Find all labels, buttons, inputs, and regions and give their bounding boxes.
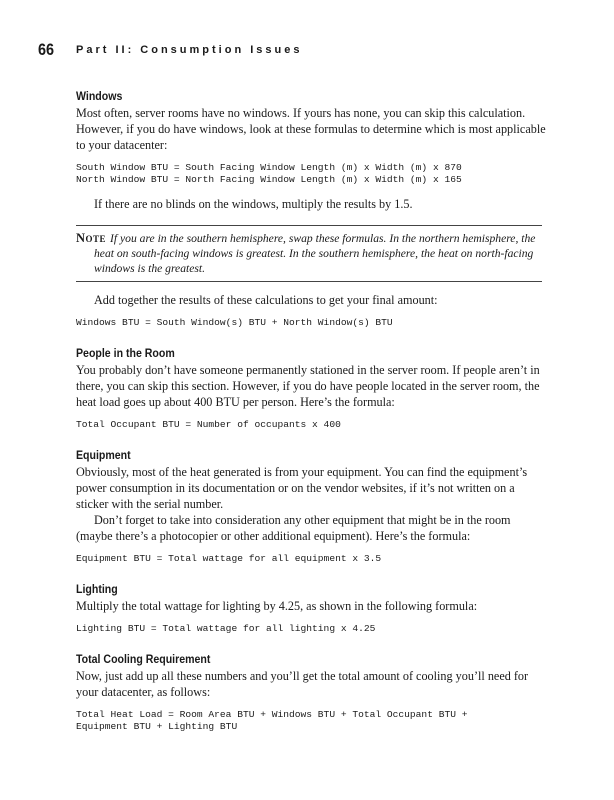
- lighting-paragraph: Multiply the total wattage for lighting by 4.25, as shown in the following formula:: [76, 599, 478, 613]
- section-windows: [76, 90, 546, 212]
- section-equipment: [76, 449, 546, 565]
- windows-total-paragraph: Add together the results of these calculations to get your final amount:: [94, 293, 438, 307]
- windows-paragraph-2: If there are no blinds on the windows, multiply the results by 1.5.: [94, 197, 413, 211]
- page-body: [76, 90, 546, 733]
- total-formula: Total Heat Load = Room Area BTU + Windows BTU + Total Occupant BTU + Equipment BTU + Lighting BTU: [76, 709, 468, 732]
- heading-lighting: Lighting: [76, 584, 118, 596]
- equipment-formula: Equipment BTU = Total wattage for all equipment x 3.5: [76, 553, 382, 564]
- heading-people: People in the Room: [76, 348, 175, 360]
- section-lighting: [76, 583, 546, 635]
- equipment-paragraph-2: Don’t forget to take into consideration any other equipment that might be in the room (maybe there’s a photocopier or other additional equipment). Here’s the formula:: [76, 513, 511, 543]
- people-paragraph: You probably don’t have someone permanently stationed in the server room. If people aren’t in there, you can skip this section. However, if you do have people located in the server room, the heat load goes up about 400 BTU per person. Here’s the formula:: [76, 363, 540, 409]
- note-label: Note: [76, 231, 107, 245]
- windows-paragraph-1: Most often, server rooms have no windows. If yours has none, you can skip this calculation. However, if you do have windows, look at these formulas to determine which is most applicable to your datacenter:: [76, 106, 546, 152]
- lighting-formula: Lighting BTU = Total wattage for all lighting x 4.25: [76, 623, 376, 634]
- people-formula: Total Occupant BTU = Number of occupants x 400: [76, 419, 341, 430]
- section-windows-total: [76, 292, 546, 329]
- heading-total: Total Cooling Requirement: [76, 654, 211, 666]
- part-title: Part II: Consumption Issues: [76, 44, 303, 56]
- note-box: [76, 225, 542, 282]
- total-paragraph: Now, just add up all these numbers and you’ll get the total amount of cooling you’ll need for your datacenter, as follows:: [76, 669, 529, 699]
- heading-windows: Windows: [76, 91, 123, 103]
- page-number: 66: [38, 40, 55, 59]
- heading-equipment: Equipment: [76, 450, 131, 462]
- windows-formula: South Window BTU = South Facing Window Length (m) x Width (m) x 870 North Window BTU = North Facing Window Length (m) x Width (m) x 165: [76, 162, 462, 185]
- running-header: [38, 40, 598, 62]
- note-text: If you are in the southern hemisphere, swap these formulas. In the northern hemisphere, the heat on south-facing windows is greatest. In the southern hemisphere, the heat on north-facing windows is the greatest.: [94, 232, 536, 275]
- windows-total-formula: Windows BTU = South Window(s) BTU + North Window(s) BTU: [76, 317, 393, 328]
- equipment-paragraph-1: Obviously, most of the heat generated is from your equipment. You can find the equipment’s power consumption in its documentation or on the vendor websites, if it’s not written on a sticker with the serial number.: [76, 465, 528, 511]
- section-total: [76, 653, 546, 733]
- section-people: [76, 347, 546, 431]
